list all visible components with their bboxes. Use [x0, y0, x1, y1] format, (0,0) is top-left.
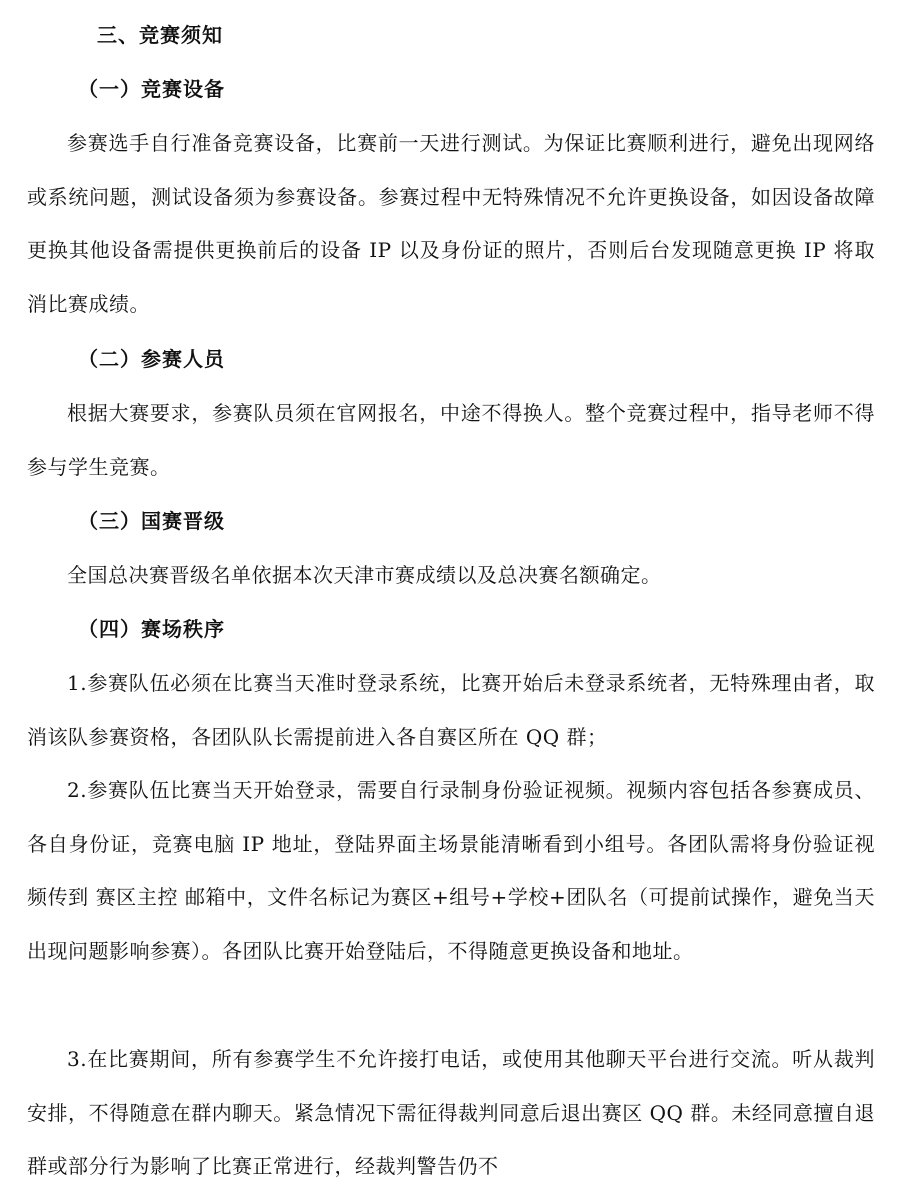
- heading-participants: （二）参赛人员: [78, 347, 225, 371]
- paragraph-national-advancement: 全国总决赛晋级名单依据本次天津市赛成绩以及总决赛名额确定。: [67, 563, 662, 587]
- paragraph-rule-2: 2.参赛队伍比赛当天开始登录，需要自行录制身份验证视频。视频内容包括各参赛成员、各自身份证，竞赛电脑 IP 地址，登陆界面主场景能清晰看到小组号。各团队需将身份验证视频传到 赛区主控 邮箱中，文件名标记为赛区+组号+学校+团队名（可提前试操作，避免当天出现问题影响参赛）。各团队比赛开始登陆后，不得随意更换设备和地址。: [27, 778, 875, 963]
- paragraph-participants: 根据大赛要求，参赛队员须在官网报名，中途不得换人。整个竞赛过程中，指导老师不得参与学生竞赛。: [27, 401, 875, 479]
- paragraph-equipment: 参赛选手自行准备竞赛设备，比赛前一天进行测试。为保证比赛顺利进行，避免出现网络或系统问题，测试设备须为参赛设备。参赛过程中无特殊情况不允许更换设备，如因设备故障更换其他设备需提供更换前后的设备 IP 以及身份证的照片，否则后台发现随意更换 IP 将取消比赛成绩。: [27, 131, 875, 316]
- section-title: 三、竞赛须知: [97, 23, 223, 47]
- heading-national-advancement: （三）国赛晋级: [78, 509, 225, 533]
- paragraph-rule-1: 1.参赛队伍必须在比赛当天准时登录系统，比赛开始后未登录系统者，无特殊理由者，取消该队参赛资格，各团队队长需提前进入各自赛区所在 QQ 群；: [27, 671, 875, 749]
- heading-equipment: （一）竞赛设备: [78, 77, 225, 101]
- paragraph-rule-3: 3.在比赛期间，所有参赛学生不允许接打电话，或使用其他聊天平台进行交流。听从裁判安排，不得随意在群内聊天。紧急情况下需征得裁判同意后退出赛区 QQ 群。未经同意擅自退群或部分行为影响了比赛正常进行，经裁判警告仍不: [27, 1047, 875, 1178]
- heading-venue-order: （四）赛场秩序: [78, 617, 225, 641]
